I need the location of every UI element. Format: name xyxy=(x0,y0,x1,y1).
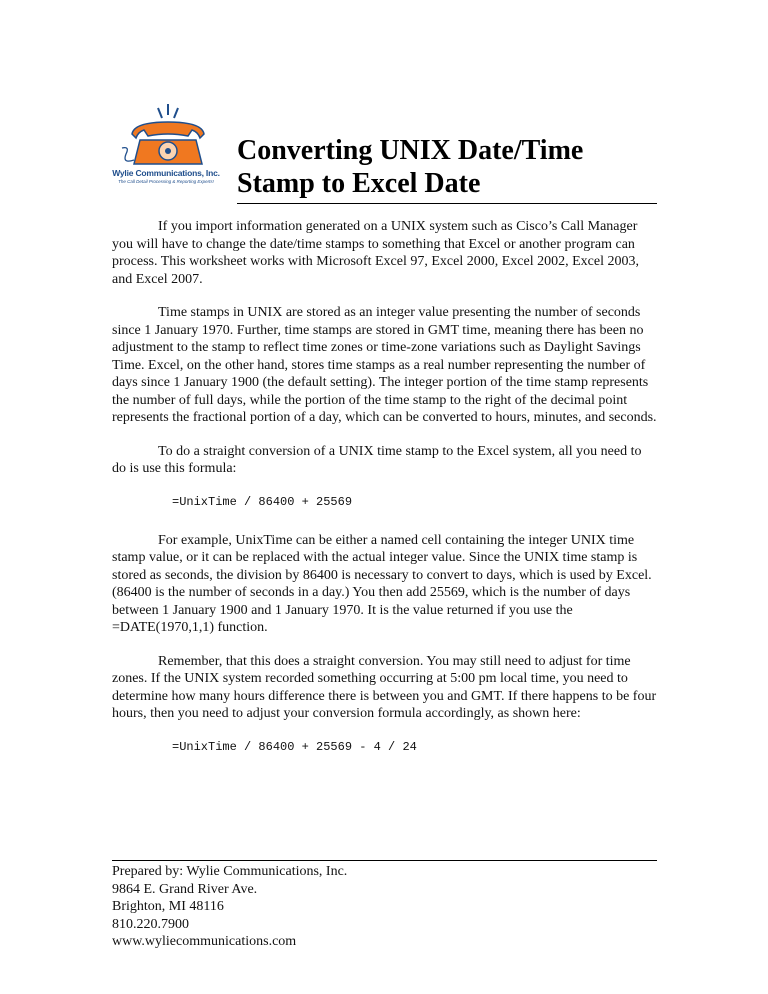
paragraph-example: For example, UnixTime can be either a named cell containing the integer UNIX time stamp value, or it can be replaced with the actual integer value. Since the UNIX time stamp is stored as seconds, the division by 86400 is necessary to convert to days, which is used by Excel. (86400 is the number of seconds in a day.) You then add 25569, which is the number of days between 1 January 1900 and 1 January 1970. It is the value returned if you use the =DATE(1970,1,1) function. xyxy=(112,532,652,635)
paragraph-conversion: To do a straight conversion of a UNIX time stamp to the Excel system, all you need to do is use this formula: xyxy=(112,443,642,476)
footer-divider xyxy=(112,860,657,861)
footer-city: Brighton, MI 48116 xyxy=(112,899,224,914)
logo-company-name: Wylie Communications, Inc. xyxy=(112,168,220,178)
paragraph-timestamps: Time stamps in UNIX are stored as an integer value presenting the number of seconds since 1 January 1970. Further, time stamps are stored in GMT time, meaning there has been no adjustment to the stamp to reflect time zones or time-zone variations such as Daylight Savings Time. Excel, on the other hand, stores time stamps as a real number representing the number of days since 1 January 1900 (the default setting). The integer portion of the time stamp represents the number of full days, while the portion of the time stamp to the right of the decimal point represents the fractional portion of a day, which can be converted to hours, minutes, and seconds. xyxy=(112,305,657,425)
document-body xyxy=(112,218,657,777)
title-divider xyxy=(237,203,657,204)
footer-address: 9864 E. Grand River Ave. xyxy=(112,881,258,897)
formula-timezone-adjusted: =UnixTime / 86400 + 25569 - 4 / 24 xyxy=(172,739,417,754)
footer-phone: 810.220.7900 xyxy=(112,916,189,932)
page-title: Converting UNIX Date/Time Stamp to Excel Date xyxy=(237,135,584,199)
logo-tagline: The Call Detail Processing & Reporting Experts! xyxy=(118,179,214,184)
footer-website: www.wyliecommunications.com xyxy=(112,934,297,949)
formula-basic: =UnixTime / 86400 + 25569 xyxy=(172,494,353,509)
telephone-logo-icon xyxy=(108,100,224,170)
footer-contact xyxy=(112,863,657,951)
paragraph-timezones: Remember, that this does a straight conversion. You may still need to adjust for time zones. If the UNIX system recorded something occurring at 5:00 pm local time, you need to determine how many hours difference there is between you and GMT. If there happens to be four hours, then you need to adjust your conversion formula accordingly, as shown here: xyxy=(112,653,657,721)
company-logo xyxy=(108,100,224,196)
footer-prepared-by: Prepared by: Wylie Communications, Inc. xyxy=(112,864,348,879)
paragraph-intro: If you import information generated on a UNIX system such as Cisco’s Call Manager you will have to change the date/time stamps to something that Excel or another program can process. This worksheet works with Microsoft Excel 97, Excel 2000, Excel 2002, Excel 2003, and Excel 2007. xyxy=(112,219,639,287)
